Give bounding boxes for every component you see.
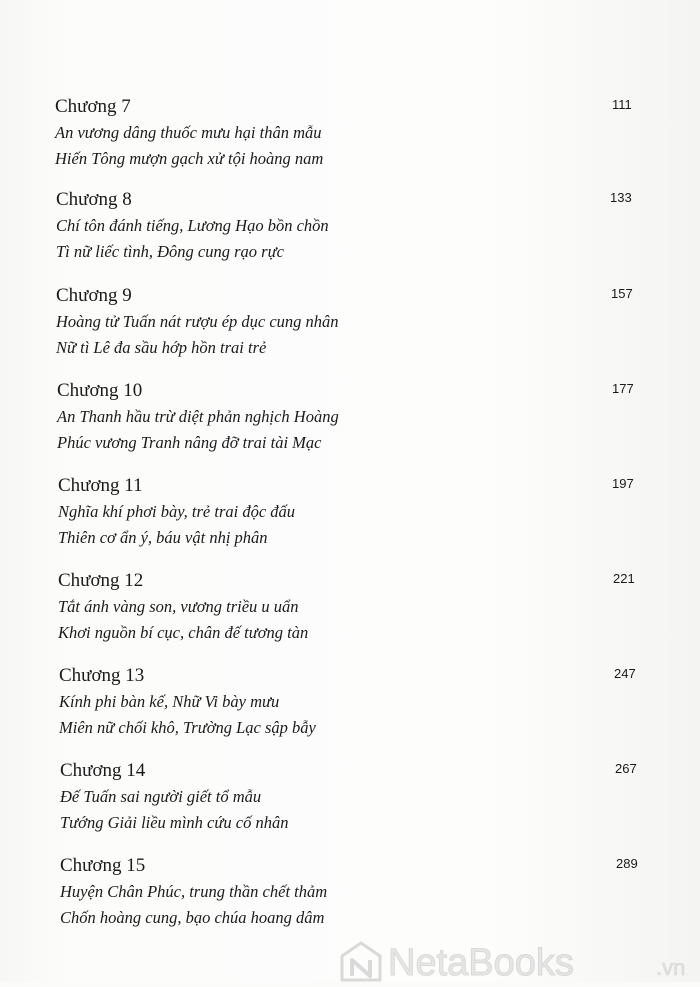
- chapter-page-number: 197: [612, 476, 634, 491]
- toc-entry-chapter-12[interactable]: [0, 570, 700, 662]
- chapter-subtitle-line-1: Chí tôn đánh tiếng, Lương Hạo bồn chồn: [56, 216, 329, 235]
- chapter-subtitle-line-1: Đế Tuấn sai người giết tổ mẫu: [60, 787, 262, 806]
- chapter-subtitle-line-1: Hoàng tử Tuấn nát rượu ép dục cung nhân: [56, 312, 339, 331]
- chapter-page-number: 177: [612, 381, 634, 396]
- toc-entry-chapter-10[interactable]: [0, 380, 700, 472]
- chapter-title: Chương 9: [56, 285, 132, 306]
- chapter-subtitle-line-2: Tướng Giải liều mình cứu cố nhân: [60, 813, 289, 832]
- chapter-page-number: 157: [611, 286, 633, 301]
- chapter-title: Chương 14: [60, 760, 146, 781]
- chapter-title: Chương 10: [57, 380, 143, 401]
- chapter-subtitle-line-2: Khơi nguồn bí cục, chân đế tương tàn: [58, 623, 309, 642]
- watermark-brand: NetaBooks: [388, 942, 574, 984]
- chapter-title: Chương 8: [56, 189, 132, 210]
- chapter-subtitle-line-1: An Thanh hầu trừ diệt phản nghịch Hoàng: [57, 407, 339, 426]
- watermark-suffix: .vn: [656, 955, 686, 980]
- chapter-subtitle-line-2: Chốn hoàng cung, bạo chúa hoang dâm: [60, 908, 325, 927]
- chapter-title: Chương 15: [60, 855, 146, 876]
- chapter-title: Chương 12: [58, 570, 144, 591]
- toc-entry-chapter-7[interactable]: [0, 96, 700, 188]
- chapter-page-number: 111: [612, 97, 632, 112]
- toc-entry-chapter-9[interactable]: [0, 285, 700, 377]
- netabooks-watermark: [338, 940, 700, 982]
- chapter-page-number: 267: [615, 761, 637, 776]
- chapter-subtitle-line-1: Tắt ánh vàng son, vương triều u uẩn: [58, 597, 299, 616]
- netabooks-logo-icon: [338, 940, 384, 982]
- chapter-subtitle-line-2: Tì nữ liếc tình, Đông cung rạo rực: [56, 242, 284, 261]
- chapter-subtitle-line-2: Miên nữ chối khô, Trường Lạc sập bẫy: [59, 718, 316, 737]
- chapter-subtitle-line-2: Thiên cơ ẩn ý, báu vật nhị phân: [58, 528, 268, 547]
- chapter-subtitle-line-1: Huyện Chân Phúc, trung thần chết thảm: [60, 882, 328, 901]
- chapter-title: Chương 7: [55, 96, 131, 117]
- chapter-page-number: 289: [616, 856, 638, 871]
- chapter-page-number: 221: [613, 571, 635, 586]
- chapter-subtitle-line-2: Hiến Tông mượn gạch xử tội hoàng nam: [55, 149, 324, 168]
- chapter-page-number: 247: [614, 666, 636, 681]
- toc-entry-chapter-11[interactable]: [0, 475, 700, 567]
- chapter-subtitle-line-1: Nghĩa khí phơi bày, trẻ trai độc đấu: [58, 502, 296, 521]
- chapter-subtitle-line-2: Phúc vương Tranh nâng đỡ trai tài Mạc: [57, 433, 322, 452]
- toc-entry-chapter-8[interactable]: [0, 189, 700, 281]
- chapter-page-number: 133: [610, 190, 632, 205]
- chapter-title: Chương 13: [59, 665, 145, 686]
- toc-entry-chapter-14[interactable]: [0, 760, 700, 852]
- chapter-subtitle-line-1: An vương dâng thuốc mưu hại thân mẫu: [55, 123, 322, 142]
- chapter-subtitle-line-2: Nữ tì Lê đa sầu hớp hồn trai trẻ: [56, 338, 267, 357]
- toc-entry-chapter-15[interactable]: [0, 855, 700, 947]
- chapter-subtitle-line-1: Kính phi bàn kế, Nhữ Vi bày mưu: [59, 692, 280, 711]
- toc-entry-chapter-13[interactable]: [0, 665, 700, 757]
- chapter-title: Chương 11: [58, 475, 143, 496]
